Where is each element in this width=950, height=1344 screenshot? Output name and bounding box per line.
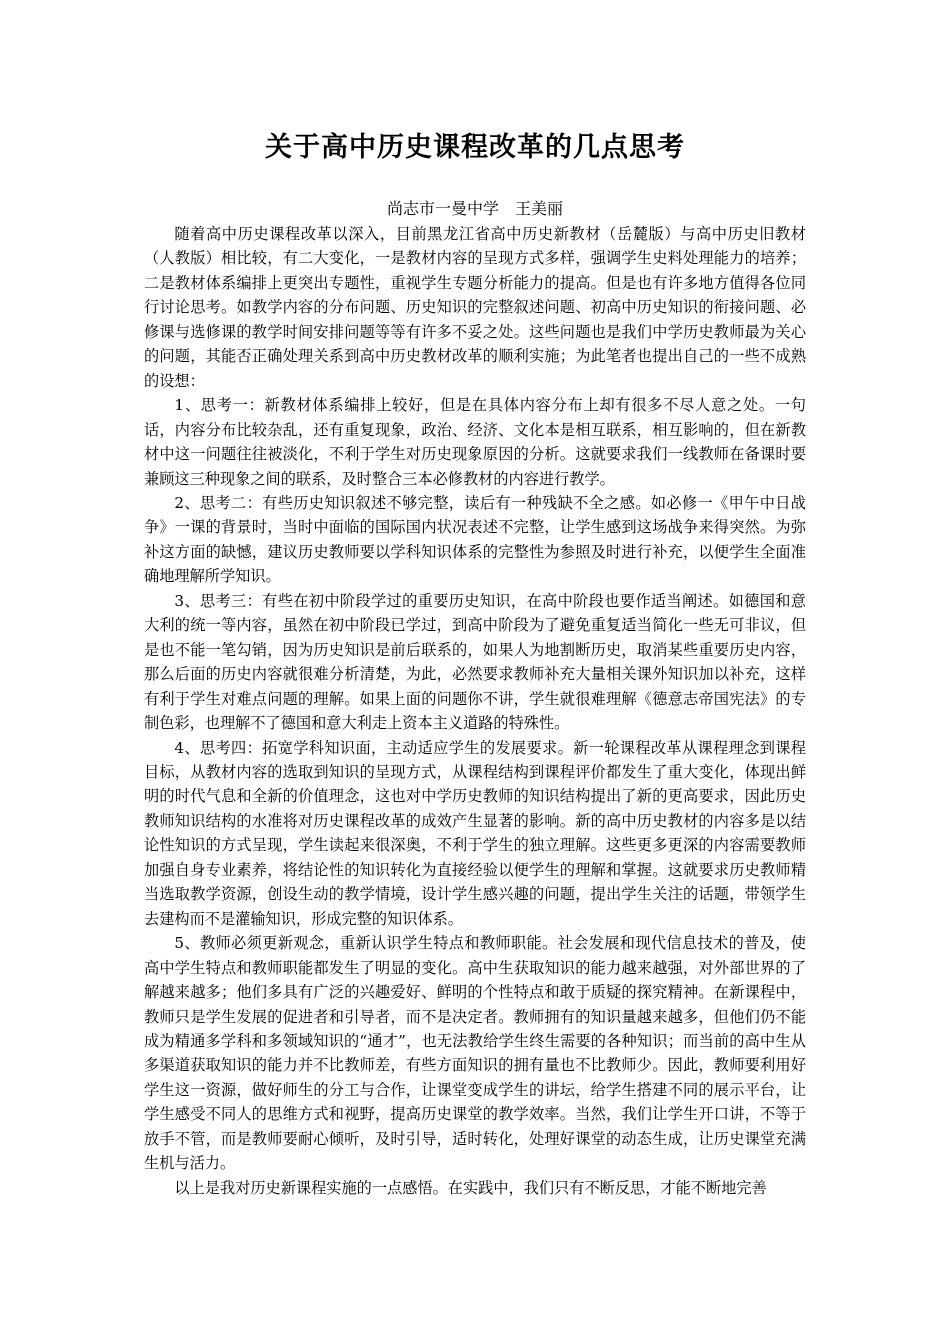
paragraph-conclusion: 以上是我对历史新课程实施的一点感悟。在实践中，我们只有不断反思，才能不断地完善 xyxy=(174,1178,767,1197)
author-line xyxy=(0,196,950,222)
paragraph-point-1: 1、思考一：新教材体系编排上较好，但是在具体内容分布上却有很多不尽人意之处。一句话，内容分布比较杂乱，还有重复现象，政治、经济、文化本是相互联系，相互影响的，但在新教材中这一问题往往被淡化，不利于学生对历史现象原因的分析。这就要求我们一线教师在备课时要兼顾这三种现象之间的联系，及时整合三本必修教材的内容进行教学。 xyxy=(144,396,806,488)
paragraph-point-3: 3、思考三：有些在初中阶段学过的重要历史知识，在高中阶段也要作适当阐述。如德国和意大利的统一等内容，虽然在初中阶段已学过，到高中阶段为了避免重复适当简化一些无可非议，但是也不能一笔勾销，因为历史知识是前后联系的，如果人为地割断历史，取消某些重要历史内容，那么后面的历史内容就很难分析清楚，为此，必然要求教师补充大量相关课外知识加以补充，这样有利于学生对难点问题的理解。如果上面的问题你不讲，学生就很难理解《德意志帝国宪法》的专制色彩，也理解不了德国和意大利走上资本主义道路的特殊性。 xyxy=(144,591,806,733)
paragraph-point-4: 4、思考四：拓宽学科知识面，主动适应学生的发展要求。新一轮课程改革从课程理念到课程目标，从教材内容的选取到知识的呈现方式，从课程结构到课程评价都发生了重大变化，体现出鲜明的时代气息和全新的价值理念，这也对中学历史教师的知识结构提出了新的更高要求，因此历史教师知识结构的水准将对历史课程改革的成效产生显著的影响。新的高中历史教材的内容多是以结论性知识的方式呈现，学生读起来很深奥，不利于学生的独立理解。这些更多更深的内容需要教师加强自身专业素养，将结论性的知识转化为直接经验以便学生的理解和掌握。这就要求历史教师精当选取教学资源，创设生动的教学情境，设计学生感兴趣的问题，提出学生关注的话题，带领学生去建构而不是灌输知识，形成完整的知识体系。 xyxy=(144,738,806,928)
author-name: 王美丽 xyxy=(515,199,564,218)
author-school: 尚志市一曼中学 xyxy=(386,199,499,218)
paragraph-point-5: 5、教师必须更新观念，重新认识学生特点和教师职能。社会发展和现代信息技术的普及，使高中学生特点和教师职能都发生了明显的变化。高中生获取知识的能力越来越强，对外部世界的了解越来越多；他们多具有广泛的兴趣爱好、鲜明的个性特点和敢于质疑的探究精神。在新课程中，教师只是学生发展的促进者和引导者，而不是决定者。教师拥有的知识量越来越多，但他们仍不能成为精通多学科和多领域知识的“通才”，也无法教给学生终生需要的各种知识；而当前的高中生从多渠道获取知识的能力并不比教师差，有些方面知识的拥有量也不比教师少。因此，教师要利用好学生这一资源，做好师生的分工与合作，让课堂变成学生的讲坛，给学生搭建不同的展示平台，让学生感受不同人的思维方式和视野，提高历史课堂的教学效率。当然，我们让学生开口讲，不等于放手不管，而是教师要耐心倾听，及时引导，适时转化，处理好课堂的动态生成，让历史课堂充满生机与活力。 xyxy=(144,934,806,1173)
document-title: 关于高中历史课程改革的几点思考 xyxy=(265,132,685,163)
paragraph-point-2: 2、思考二：有些历史知识叙述不够完整，读后有一种残缺不全之感。如必修一《甲午中日战争》一课的背景时，当时中面临的国际国内状况表述不完整，让学生感到这场战争来得突然。为弥补这方面的缺憾，建议历史教师要以学科知识体系的完整性为参照及时进行补充，以便学生全面准确地理解所学知识。 xyxy=(144,493,806,586)
document-body xyxy=(144,222,806,1200)
paragraph-intro: 随着高中历史课程改革以深入，目前黑龙江省高中历史新教材（岳麓版）与高中历史旧教材（人教版）相比较，有二大变化，一是教材内容的呈现方式多样，强调学生史料处理能力的培养；二是教材体系编排上更突出专题性，重视学生专题分析能力的提高。但是也有许多地方值得各位同行讨论思考。如教学内容的分布问题、历史知识的完整叙述问题、初高中历史知识的衔接问题、必修课与选修课的教学时间安排问题等等有许多不妥之处。这些问题也是我们中学历史教师最为关心的问题，其能否正确处理关系到高中历史教材改革的顺利实施；为此笔者也提出自己的一些不成熟的设想： xyxy=(144,225,806,390)
